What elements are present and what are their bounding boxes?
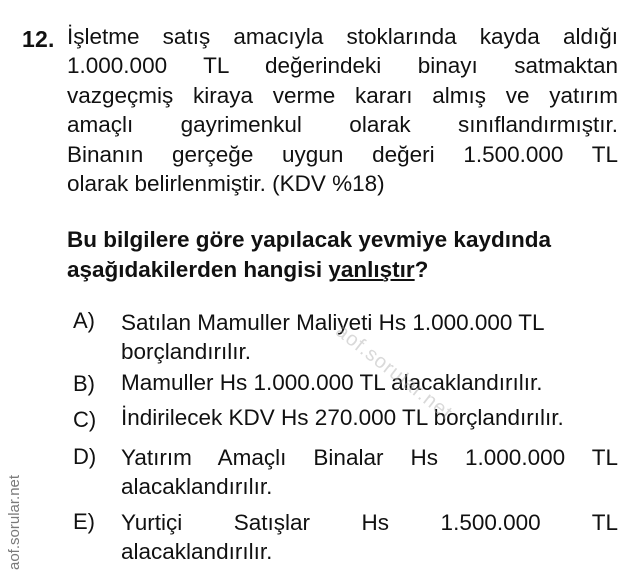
option-d-letter[interactable]: D)	[73, 444, 97, 469]
stem-line: İşletme satış amacıyla stoklarında kayda aldığı	[67, 24, 618, 49]
stem-line: 1.000.000 TL değerindeki binayı satmaktan	[67, 53, 618, 79]
option-e-text[interactable]	[121, 508, 618, 566]
prompt-underlined-word: yanlıştır	[328, 256, 415, 282]
option-line: Yatırım Amaçlı Binalar Hs 1.000.000 TL	[121, 445, 618, 470]
question-number: 12.	[22, 26, 55, 52]
prompt-prefix: aşağıdakilerden hangisi	[67, 256, 329, 282]
stem-line: Binanın gerçeğe uygun değeri 1.500.000 TL	[67, 141, 618, 167]
option-e-letter[interactable]: E)	[73, 509, 95, 534]
option-b-text[interactable]	[121, 368, 618, 397]
option-line: Mamuller Hs 1.000.000 TL alacaklandırılır.	[121, 370, 543, 395]
prompt-line: Bu bilgilere göre yapılacak yevmiye kaydında	[67, 227, 551, 252]
option-line: alacaklandırılır.	[121, 474, 273, 499]
prompt-line	[67, 255, 618, 285]
option-line: Satılan Mamuller Maliyeti Hs 1.000.000 TL	[121, 310, 545, 335]
stem-line: amaçlı gayrimenkul olarak sınıflandırmıştır.	[67, 112, 618, 138]
question-prompt	[67, 225, 618, 284]
option-line: alacaklandırılır.	[121, 539, 273, 564]
diagonal-watermark: aof.sorular.net	[331, 320, 457, 425]
option-a-letter[interactable]: A)	[73, 308, 95, 333]
option-c-letter[interactable]: C)	[73, 407, 97, 432]
stem-line: olarak belirlenmiştir. (KDV %18)	[67, 171, 385, 197]
option-c-text[interactable]	[121, 403, 618, 432]
option-line: borçlandırılır.	[121, 339, 252, 364]
stem-line: vazgeçmiş kiraya verme kararı almış ve yatırım	[67, 82, 618, 108]
prompt-suffix: ?	[414, 256, 429, 282]
option-line: İndirilecek KDV Hs 270.000 TL borçlandırılır.	[121, 405, 564, 430]
option-line: Yurtiçi Satışlar Hs 1.500.000 TL	[121, 510, 618, 535]
side-watermark: aof.sorular.net	[6, 474, 23, 570]
option-d-text[interactable]	[121, 443, 618, 501]
question-stem	[67, 22, 618, 198]
option-b-letter[interactable]: B)	[73, 371, 95, 396]
